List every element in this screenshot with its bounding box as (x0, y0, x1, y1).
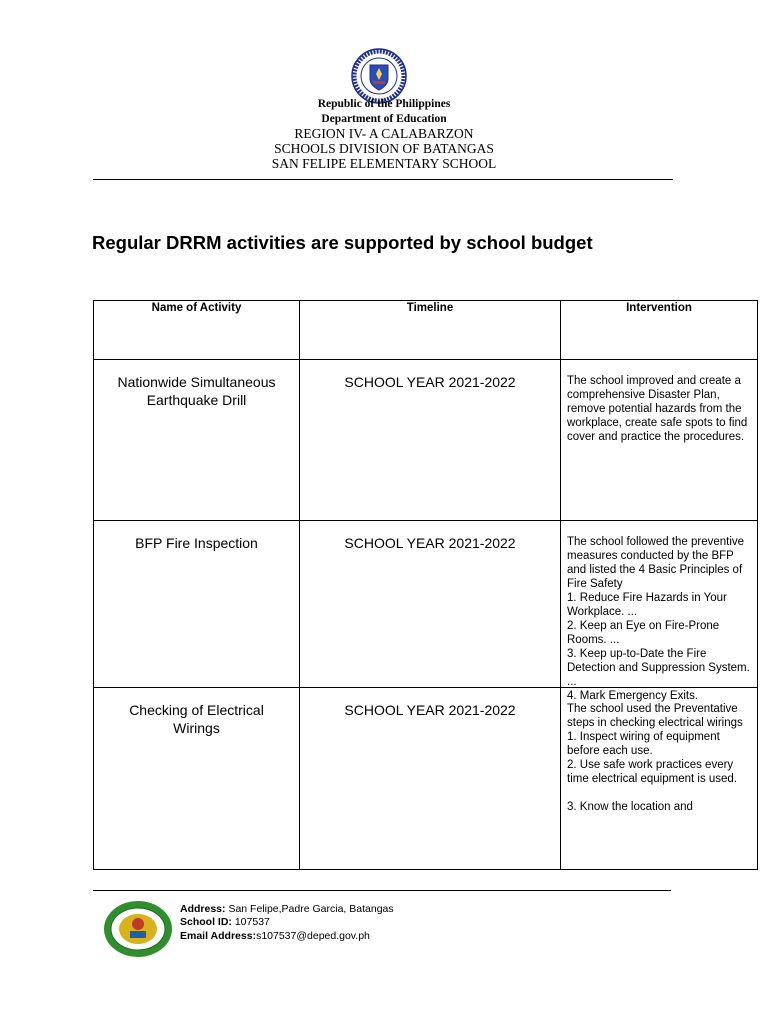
header-department: Department of Education (321, 113, 447, 125)
activity-intervention-cell (561, 360, 758, 521)
table-row (94, 360, 758, 521)
page-title: Regular DRRM activities are supported by school budget (92, 232, 593, 253)
activity-intervention-cell (561, 521, 758, 702)
activity-timeline: SCHOOL YEAR 2021-2022 (300, 688, 561, 870)
activity-timeline: SCHOOL YEAR 2021-2022 (300, 521, 561, 688)
school-logo-icon (103, 900, 173, 958)
activity-timeline: SCHOOL YEAR 2021-2022 (300, 360, 561, 521)
table-header-row (94, 301, 758, 360)
activity-intervention: The school improved and create a comprehensive Disaster Plan, remove potential hazards from the workplace, create safe spots to find cover and practice the procedures. (567, 375, 748, 443)
activities-table (93, 300, 758, 870)
footer-school-id (180, 917, 270, 928)
header-divider (93, 179, 673, 180)
address-label: Address: (180, 903, 226, 915)
header-region: REGION IV- A CALABARZON (294, 126, 474, 141)
activity-intervention: The school used the Preventative steps in checking electrical wirings 1. Inspect wiring of equipment before each use. 2. Use safe work practices every time electrical equipment is used. 3. Know the location and (567, 703, 743, 813)
column-header-intervention: Intervention (561, 301, 758, 360)
school-id-value: 107537 (234, 916, 270, 928)
header-school: SAN FELIPE ELEMENTARY SCHOOL (271, 156, 497, 171)
activity-name: Checking of Electrical Wirings (94, 688, 300, 870)
column-header-name: Name of Activity (94, 301, 300, 360)
table-row (94, 688, 758, 870)
address-value: San Felipe,Padre Garcia, Batangas (228, 903, 394, 915)
table-row (94, 521, 758, 688)
footer-divider (93, 890, 671, 891)
header-republic: Republic of the Philippines (317, 98, 451, 110)
footer-email (180, 931, 370, 942)
column-header-timeline: Timeline (300, 301, 561, 360)
activity-intervention-cell (561, 688, 758, 870)
activity-name: BFP Fire Inspection (94, 521, 300, 688)
footer-address (180, 904, 394, 915)
header-division: SCHOOLS DIVISION OF BATANGAS (274, 141, 494, 156)
deped-seal-icon (351, 48, 407, 104)
school-id-label: School ID: (180, 916, 232, 928)
email-label: Email Address: (180, 930, 257, 942)
activity-intervention: The school followed the preventive measures conducted by the BFP and listed the 4 Basic Principles of Fire Safety 1. Reduce Fire Hazards in Your Workplace. ... 2. Keep an Eye on Fire-Prone Rooms. ... 3. Keep up-to-Date the Fire Detection and Suppression System. ... 4. Mark Emergency Exits. (567, 536, 750, 702)
activity-name: Nationwide Simultaneous Earthquake Drill (94, 360, 300, 521)
email-value: s107537@deped.gov.ph (256, 930, 370, 942)
